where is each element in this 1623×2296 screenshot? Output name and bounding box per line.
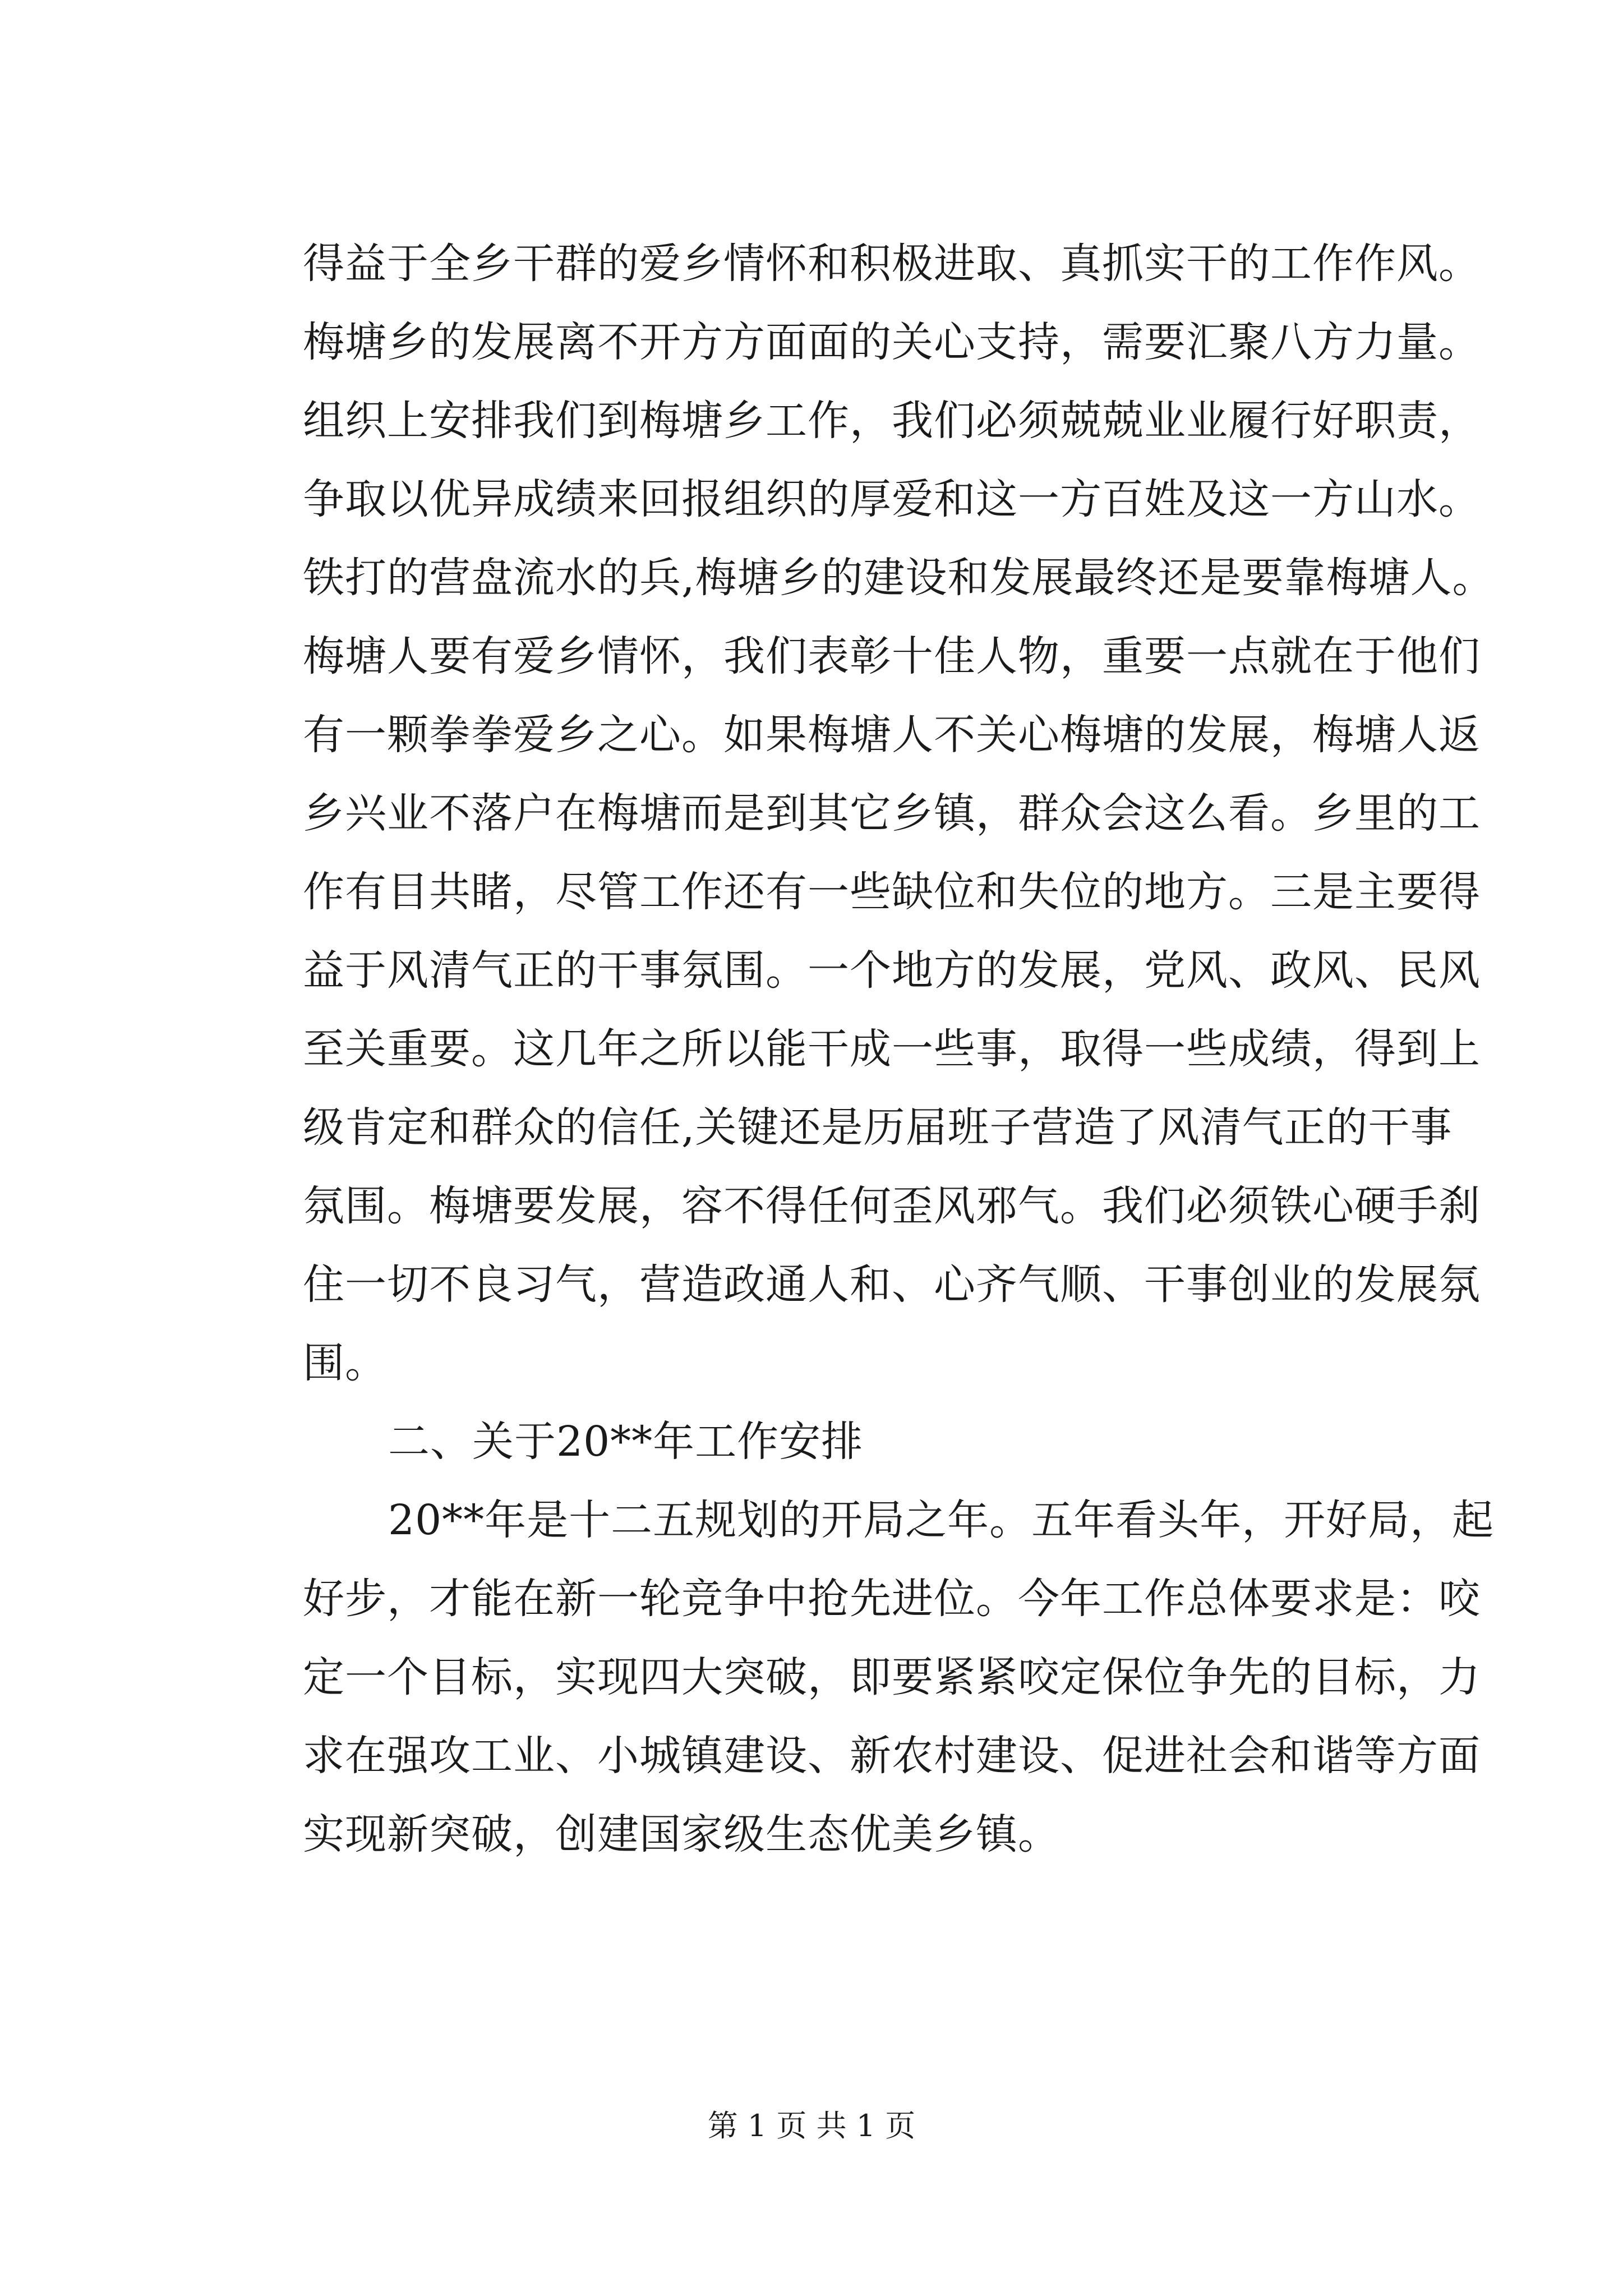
text-line: 得益于全乡干群的爱乡情怀和积极进取、真抓实干的工作作风。 bbox=[303, 240, 1481, 288]
text-line: 围。 bbox=[303, 1339, 387, 1387]
document-body bbox=[303, 224, 1495, 1874]
text-line: 有一颗拳拳爱乡之心。如果梅塘人不关心梅塘的发展，梅塘人返 bbox=[303, 711, 1481, 759]
text-line: 至关重要。这几年之所以能干成一些事，取得一些成绩，得到上 bbox=[303, 1025, 1481, 1073]
text-line: 实现新突破，创建国家级生态优美乡镇。 bbox=[303, 1810, 1060, 1858]
text-line: 好步，才能在新一轮竞争中抢先进位。今年工作总体要求是：咬 bbox=[303, 1575, 1481, 1623]
page-footer bbox=[0, 2106, 1623, 2146]
page-number: 第 1 页 共 1 页 bbox=[707, 2108, 916, 2143]
text-line: 住一切不良习气，营造政通人和、心齐气顺、干事创业的发展氛 bbox=[303, 1260, 1481, 1309]
text-line: 梅塘乡的发展离不开方方面面的关心支持，需要汇聚八方力量。 bbox=[303, 318, 1481, 366]
text-line: 20**年是十二五规划的开局之年。五年看头年，开好局，起 bbox=[388, 1496, 1495, 1544]
text-line: 氛围。梅塘要发展，容不得任何歪风邪气。我们必须铁心硬手刹 bbox=[303, 1182, 1481, 1230]
text-line: 作有目共睹，尽管工作还有一些缺位和失位的地方。三是主要得 bbox=[303, 868, 1481, 916]
text-line: 梅塘人要有爱乡情怀，我们表彰十佳人物，重要一点就在于他们 bbox=[303, 632, 1481, 680]
section-heading: 二、关于20**年工作安排 bbox=[388, 1418, 864, 1466]
text-line: 铁打的营盘流水的兵,梅塘乡的建设和发展最终还是要靠梅塘人。 bbox=[303, 554, 1495, 602]
text-line: 争取以优异成绩来回报组织的厚爱和这一方百姓及这一方山水。 bbox=[303, 475, 1481, 523]
paragraph-continuation bbox=[303, 224, 1495, 1402]
text-line: 定一个目标，实现四大突破，即要紧紧咬定保位争先的目标，力 bbox=[303, 1653, 1481, 1701]
text-line: 乡兴业不落户在梅塘而是到其它乡镇，群众会这么看。乡里的工 bbox=[303, 789, 1481, 838]
text-line: 益于风清气正的干事氛围。一个地方的发展，党风、政风、民风 bbox=[303, 946, 1481, 995]
text-line: 组织上安排我们到梅塘乡工作，我们必须兢兢业业履行好职责， bbox=[303, 397, 1481, 445]
text-line: 求在强攻工业、小城镇建设、新农村建设、促进社会和谐等方面 bbox=[303, 1732, 1481, 1780]
text-line: 级肯定和群众的信任,关键还是历届班子营造了风清气正的干事 bbox=[303, 1103, 1453, 1152]
paragraph-work-plan bbox=[303, 1481, 1495, 1874]
